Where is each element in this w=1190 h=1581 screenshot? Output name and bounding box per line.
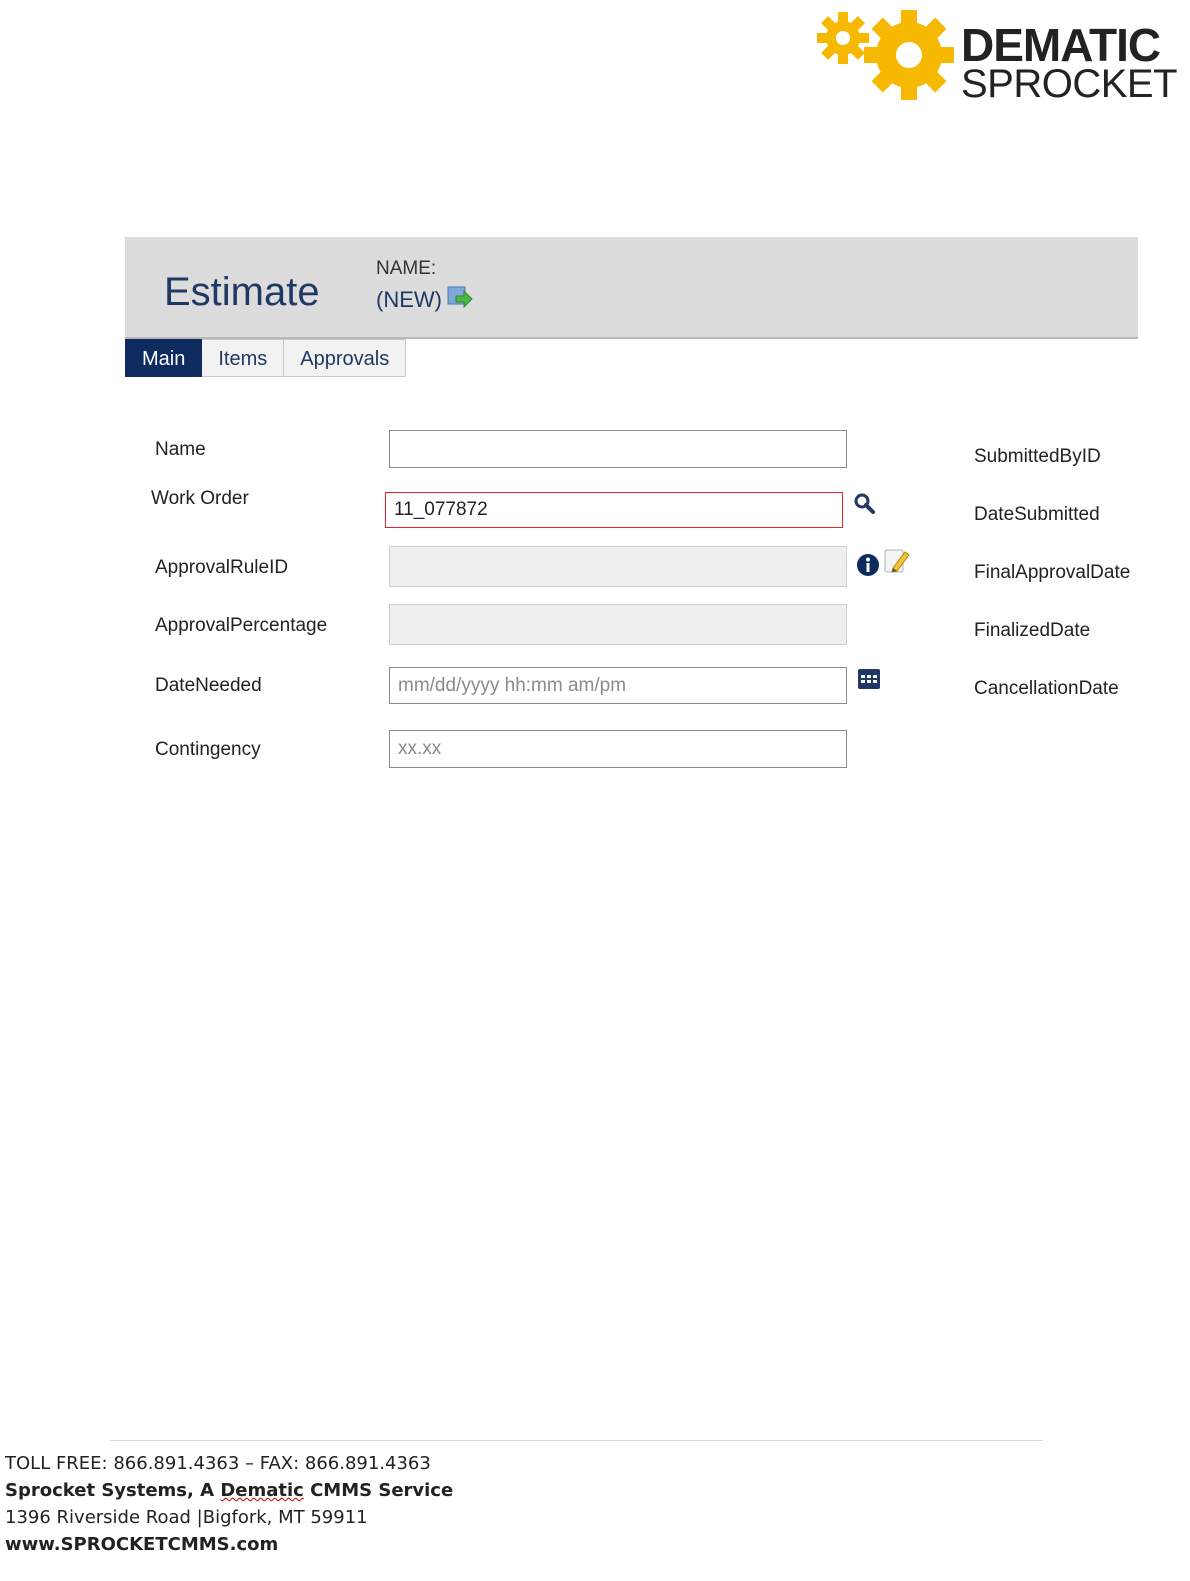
name-label: NAME: bbox=[376, 258, 437, 279]
footer-company-a: Sprocket Systems, A bbox=[5, 1480, 221, 1501]
edit-icon[interactable] bbox=[883, 546, 911, 581]
footer bbox=[5, 1450, 453, 1558]
work-order-label: Work Order bbox=[151, 488, 249, 509]
date-needed-label: DateNeeded bbox=[155, 675, 262, 696]
tab-approvals[interactable]: Approvals bbox=[284, 339, 406, 377]
contingency-input[interactable] bbox=[389, 730, 847, 768]
logo-wordmark bbox=[961, 19, 1178, 106]
calendar-icon[interactable] bbox=[857, 667, 881, 696]
dematic-sprocket-logo bbox=[815, 8, 1180, 108]
name-value: (NEW) bbox=[376, 287, 442, 312]
work-order-input[interactable] bbox=[385, 492, 843, 528]
finalized-date-label: FinalizedDate bbox=[974, 620, 1091, 641]
tab-items[interactable]: Items bbox=[202, 339, 284, 377]
date-needed-input[interactable] bbox=[389, 667, 847, 704]
name-input[interactable] bbox=[389, 430, 847, 468]
logo-line1: DEMATIC bbox=[961, 19, 1161, 71]
contingency-label: Contingency bbox=[155, 739, 261, 760]
final-approval-date-label: FinalApprovalDate bbox=[974, 562, 1131, 583]
gears-icon bbox=[815, 8, 960, 108]
footer-website-link[interactable]: www.SPROCKETCMMS.com bbox=[5, 1534, 279, 1555]
footer-company-b: Dematic bbox=[220, 1480, 304, 1501]
page-title: Estimate bbox=[164, 270, 320, 314]
approval-rule-id-input bbox=[389, 546, 847, 587]
approval-percentage-input bbox=[389, 604, 847, 645]
footer-company-line bbox=[5, 1477, 453, 1504]
footer-divider bbox=[110, 1440, 1043, 1441]
footer-phone-line: TOLL FREE: 866.891.4363 – FAX: 866.891.4363 bbox=[5, 1453, 431, 1474]
search-icon[interactable] bbox=[853, 492, 877, 521]
submitted-by-id-label: SubmittedByID bbox=[974, 446, 1101, 467]
record-header bbox=[125, 237, 1138, 339]
new-record-icon[interactable] bbox=[447, 286, 473, 315]
logo-line2: SPROCKET bbox=[961, 62, 1178, 106]
tab-bar bbox=[125, 339, 406, 377]
info-icon[interactable] bbox=[856, 553, 882, 584]
approval-rule-id-label: ApprovalRuleID bbox=[155, 557, 289, 578]
cancellation-date-label: CancellationDate bbox=[974, 678, 1119, 699]
date-submitted-label: DateSubmitted bbox=[974, 504, 1100, 525]
footer-company-c: CMMS Service bbox=[303, 1480, 454, 1501]
tab-main[interactable]: Main bbox=[125, 339, 202, 377]
footer-address-line: 1396 Riverside Road |Bigfork, MT 59911 bbox=[5, 1507, 368, 1528]
name-field-label: Name bbox=[155, 439, 206, 460]
approval-percentage-label: ApprovalPercentage bbox=[155, 615, 328, 636]
